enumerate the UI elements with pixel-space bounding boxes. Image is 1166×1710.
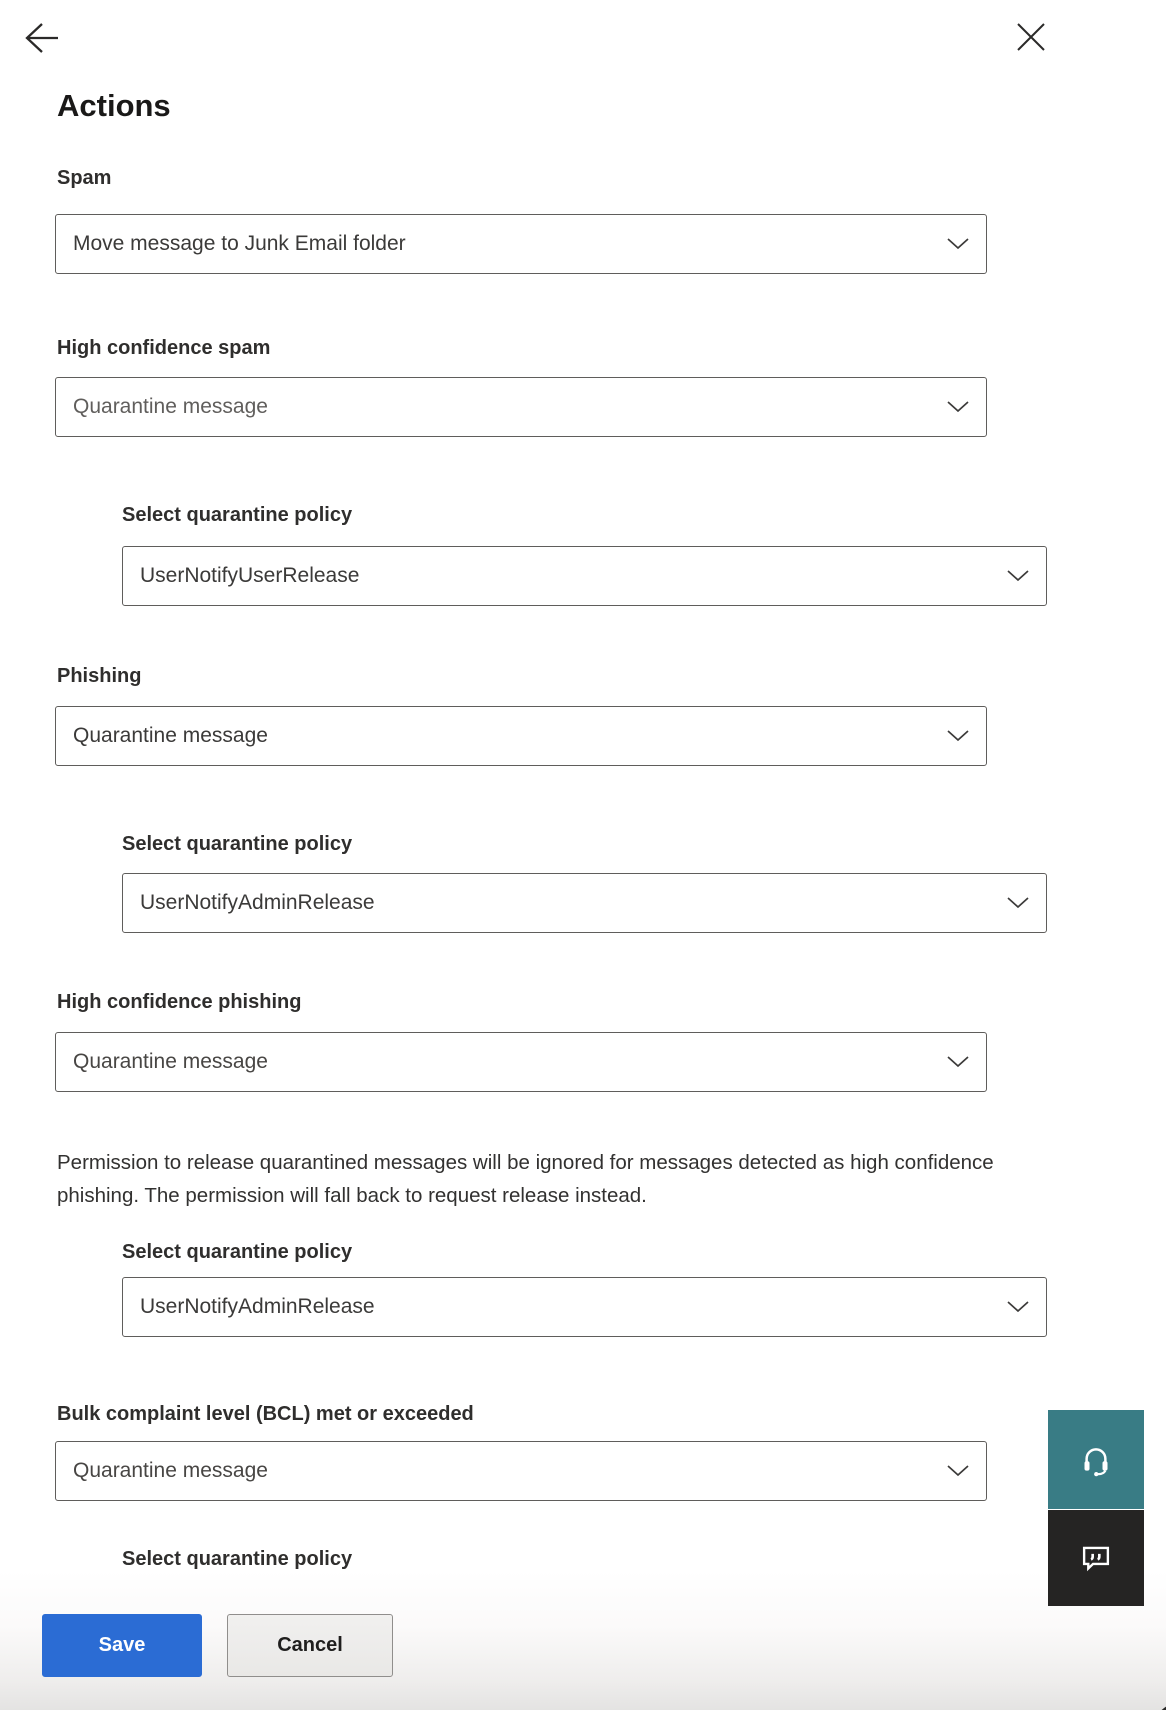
quarantine-policy-value: UserNotifyAdminRelease bbox=[140, 891, 375, 914]
save-button[interactable]: Save bbox=[42, 1614, 202, 1677]
high-confidence-spam-action-dropdown[interactable] bbox=[55, 377, 987, 437]
chevron-down-icon bbox=[946, 395, 970, 419]
chat-bubble-icon bbox=[1077, 1539, 1115, 1577]
high-confidence-phishing-label: High confidence phishing bbox=[57, 991, 302, 1013]
chevron-down-icon bbox=[946, 724, 970, 748]
high-confidence-phishing-action-value: Quarantine message bbox=[73, 1050, 268, 1073]
quarantine-policy-label-truncated: Select quarantine policy bbox=[122, 1548, 353, 1570]
phishing-label: Phishing bbox=[57, 665, 142, 687]
high-confidence-phishing-action-dropdown[interactable] bbox=[55, 1032, 987, 1092]
chevron-down-icon bbox=[946, 1050, 970, 1074]
phishing-action-dropdown[interactable] bbox=[55, 706, 987, 766]
high-confidence-phishing-quarantine-policy-dropdown[interactable] bbox=[122, 1277, 1047, 1337]
high-confidence-spam-action-value: Quarantine message bbox=[73, 395, 268, 418]
close-icon bbox=[1014, 42, 1048, 57]
arrow-left-icon bbox=[22, 44, 60, 59]
chevron-down-icon bbox=[1006, 564, 1030, 588]
quarantine-policy-value: UserNotifyUserRelease bbox=[140, 564, 360, 587]
phishing-quarantine-policy-dropdown[interactable] bbox=[122, 873, 1047, 933]
support-button[interactable] bbox=[1048, 1410, 1144, 1509]
spam-action-dropdown[interactable] bbox=[55, 214, 987, 274]
high-confidence-spam-label: High confidence spam bbox=[57, 337, 271, 359]
quarantine-policy-label: Select quarantine policy bbox=[122, 504, 353, 526]
cancel-button[interactable]: Cancel bbox=[227, 1614, 393, 1677]
close-button[interactable] bbox=[1014, 20, 1048, 54]
phishing-action-value: Quarantine message bbox=[73, 724, 268, 747]
feedback-chat-button[interactable] bbox=[1048, 1510, 1144, 1606]
chevron-down-icon bbox=[1006, 1295, 1030, 1319]
spam-label: Spam bbox=[57, 167, 112, 189]
bulk-complaint-level-label: Bulk complaint level (BCL) met or exceeded bbox=[57, 1403, 474, 1425]
chevron-down-icon bbox=[946, 1459, 970, 1483]
page-title: Actions bbox=[57, 88, 171, 123]
bulk-complaint-level-action-value: Quarantine message bbox=[73, 1459, 268, 1482]
quarantine-policy-label: Select quarantine policy bbox=[122, 833, 353, 855]
quarantine-policy-label: Select quarantine policy bbox=[122, 1241, 353, 1263]
chevron-down-icon bbox=[946, 232, 970, 256]
quarantine-policy-value: UserNotifyAdminRelease bbox=[140, 1295, 375, 1318]
high-confidence-spam-quarantine-policy-dropdown[interactable] bbox=[122, 546, 1047, 606]
headset-icon bbox=[1076, 1440, 1116, 1480]
high-confidence-phishing-note: Permission to release quarantined messages will be ignored for messages detected as high confidence phishing. The permission will fall back to request release instead. bbox=[57, 1151, 994, 1207]
bulk-complaint-level-action-dropdown[interactable] bbox=[55, 1441, 987, 1501]
spam-action-value: Move message to Junk Email folder bbox=[73, 232, 406, 255]
back-button[interactable] bbox=[22, 20, 60, 56]
chevron-down-icon bbox=[1006, 891, 1030, 915]
